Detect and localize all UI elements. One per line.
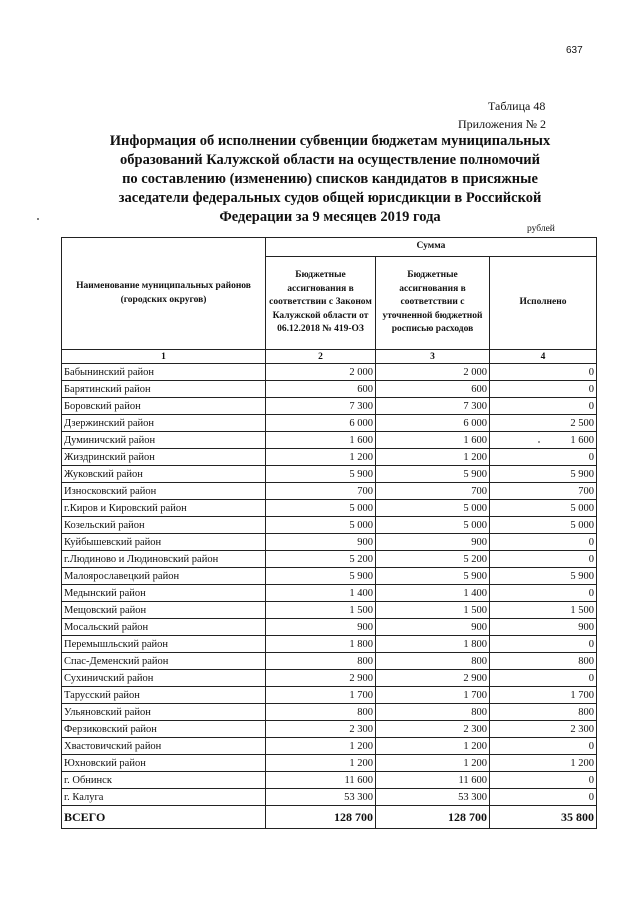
total-refined-allocation: 128 700 <box>376 806 490 829</box>
table-row <box>62 398 597 415</box>
header-name: Наименование муниципальных районов (городских округов) <box>62 238 266 350</box>
law-allocation-value: 1 400 <box>266 585 376 602</box>
district-name: Хвастовичский район <box>62 738 266 755</box>
header-sum: Сумма <box>266 238 597 257</box>
district-name: Сухиничский район <box>62 670 266 687</box>
district-name: г. Обнинск <box>62 772 266 789</box>
page-number: 637 <box>566 45 583 56</box>
district-name: Куйбышевский район <box>62 534 266 551</box>
table-row <box>62 551 597 568</box>
table-label: Таблица 48 <box>488 99 546 113</box>
executed-value: 0 <box>490 534 597 551</box>
executed-value: 5 900 <box>490 466 597 483</box>
refined-allocation-value: 5 000 <box>376 517 490 534</box>
table-row <box>62 517 597 534</box>
law-allocation-value: 6 000 <box>266 415 376 432</box>
executed-value: 0 <box>490 364 597 381</box>
law-allocation-value: 2 300 <box>266 721 376 738</box>
refined-allocation-value: 2 300 <box>376 721 490 738</box>
executed-value: 5 000 <box>490 517 597 534</box>
column-number: 2 <box>266 350 376 364</box>
executed-value: 0 <box>490 449 597 466</box>
refined-allocation-value: 900 <box>376 534 490 551</box>
district-name: Жуковский район <box>62 466 266 483</box>
table-row <box>62 415 597 432</box>
district-name: Боровский район <box>62 398 266 415</box>
district-name: Тарусский район <box>62 687 266 704</box>
law-allocation-value: 5 900 <box>266 466 376 483</box>
subvention-table <box>61 237 597 829</box>
table-row <box>62 364 597 381</box>
table-row <box>62 449 597 466</box>
refined-allocation-value: 1 200 <box>376 738 490 755</box>
district-name: Барятинский район <box>62 381 266 398</box>
refined-allocation-value: 53 300 <box>376 789 490 806</box>
executed-value: 1 700 <box>490 687 597 704</box>
district-name: Износковский район <box>62 483 266 500</box>
table-row <box>62 755 597 772</box>
refined-allocation-value: 7 300 <box>376 398 490 415</box>
title-line: образований Калужской области на осуществление полномочий <box>120 152 540 168</box>
law-allocation-value: 900 <box>266 619 376 636</box>
executed-value: 1 500 <box>490 602 597 619</box>
column-number: 3 <box>376 350 490 364</box>
refined-allocation-value: 5 000 <box>376 500 490 517</box>
total-law-allocation: 128 700 <box>266 806 376 829</box>
district-name: г.Киров и Кировский район <box>62 500 266 517</box>
district-name: Ферзиковский район <box>62 721 266 738</box>
executed-value: 800 <box>490 653 597 670</box>
total-label: ВСЕГО <box>62 806 266 829</box>
district-name: Думиничский район <box>62 432 266 449</box>
table-body <box>62 364 597 806</box>
executed-value: 2 500 <box>490 415 597 432</box>
table-row <box>62 534 597 551</box>
column-number: 4 <box>490 350 597 364</box>
header-refined-allocation: Бюджетные ассигнования в соответствии с уточненной бюджетной росписью расходов <box>376 257 490 350</box>
law-allocation-value: 5 900 <box>266 568 376 585</box>
district-name: Спас-Деменский район <box>62 653 266 670</box>
refined-allocation-value: 2 000 <box>376 364 490 381</box>
executed-value: 800 <box>490 704 597 721</box>
district-name: Медынский район <box>62 585 266 602</box>
table-row <box>62 500 597 517</box>
district-name: Жиздринский район <box>62 449 266 466</box>
law-allocation-value: 2 000 <box>266 364 376 381</box>
district-name: Ульяновский район <box>62 704 266 721</box>
total-executed: 35 800 <box>490 806 597 829</box>
table-row <box>62 602 597 619</box>
table-row <box>62 466 597 483</box>
refined-allocation-value: 1 200 <box>376 449 490 466</box>
law-allocation-value: 600 <box>266 381 376 398</box>
executed-value: 0 <box>490 398 597 415</box>
executed-value: 0 <box>490 636 597 653</box>
district-name: Дзержинский район <box>62 415 266 432</box>
table-row <box>62 704 597 721</box>
refined-allocation-value: 5 900 <box>376 568 490 585</box>
table-row <box>62 687 597 704</box>
table-row <box>62 670 597 687</box>
table-row <box>62 653 597 670</box>
district-name: г. Калуга <box>62 789 266 806</box>
law-allocation-value: 1 200 <box>266 449 376 466</box>
column-number: 1 <box>62 350 266 364</box>
law-allocation-value: 7 300 <box>266 398 376 415</box>
law-allocation-value: 5 000 <box>266 500 376 517</box>
refined-allocation-value: 600 <box>376 381 490 398</box>
law-allocation-value: 5 000 <box>266 517 376 534</box>
district-name: Бабынинский район <box>62 364 266 381</box>
law-allocation-value: 1 600 <box>266 432 376 449</box>
table-row <box>62 721 597 738</box>
law-allocation-value: 900 <box>266 534 376 551</box>
table-row <box>62 772 597 789</box>
executed-value: 700 <box>490 483 597 500</box>
executed-value: 0 <box>490 585 597 602</box>
executed-value: 1 200 <box>490 755 597 772</box>
table-row <box>62 619 597 636</box>
table-row <box>62 585 597 602</box>
refined-allocation-value: 1 700 <box>376 687 490 704</box>
refined-allocation-value: 1 500 <box>376 602 490 619</box>
law-allocation-value: 2 900 <box>266 670 376 687</box>
total-row <box>62 806 597 829</box>
district-name: Малоярославецкий район <box>62 568 266 585</box>
law-allocation-value: 53 300 <box>266 789 376 806</box>
appendix-label: Приложения № 2 <box>458 117 547 131</box>
refined-allocation-value: 1 400 <box>376 585 490 602</box>
law-allocation-value: 1 800 <box>266 636 376 653</box>
law-allocation-value: 1 700 <box>266 687 376 704</box>
table-row <box>62 432 597 449</box>
header-executed: Исполнено <box>490 257 597 350</box>
title-line: по составлению (изменению) списков кандидатов в присяжные <box>122 171 538 187</box>
law-allocation-value: 1 200 <box>266 738 376 755</box>
executed-value: 0 <box>490 789 597 806</box>
law-allocation-value: 1 500 <box>266 602 376 619</box>
document-title <box>100 132 560 227</box>
executed-value: 0 <box>490 670 597 687</box>
table-row <box>62 789 597 806</box>
units-label: рублей <box>527 224 555 234</box>
executed-value: 5 900 <box>490 568 597 585</box>
district-name: г.Людиново и Людиновский район <box>62 551 266 568</box>
district-name: Мещовский район <box>62 602 266 619</box>
scan-speck <box>37 218 39 220</box>
law-allocation-value: 700 <box>266 483 376 500</box>
law-allocation-value: 11 600 <box>266 772 376 789</box>
executed-value: 5 000 <box>490 500 597 517</box>
title-line: заседатели федеральных судов общей юрисдикции в Российской <box>118 190 542 206</box>
table-row <box>62 738 597 755</box>
executed-value: 900 <box>490 619 597 636</box>
refined-allocation-value: 800 <box>376 704 490 721</box>
district-name: Перемышльский район <box>62 636 266 653</box>
executed-value: 0 <box>490 738 597 755</box>
law-allocation-value: 1 200 <box>266 755 376 772</box>
table-row <box>62 636 597 653</box>
title-line: Федерации за 9 месяцев 2019 года <box>219 209 441 225</box>
refined-allocation-value: 800 <box>376 653 490 670</box>
district-name: Мосальский район <box>62 619 266 636</box>
refined-allocation-value: 1 600 <box>376 432 490 449</box>
refined-allocation-value: 5 200 <box>376 551 490 568</box>
district-name: Юхновский район <box>62 755 266 772</box>
refined-allocation-value: 700 <box>376 483 490 500</box>
executed-value: 0 <box>490 551 597 568</box>
refined-allocation-value: 6 000 <box>376 415 490 432</box>
refined-allocation-value: 1 800 <box>376 636 490 653</box>
refined-allocation-value: 2 900 <box>376 670 490 687</box>
law-allocation-value: 800 <box>266 653 376 670</box>
table-row <box>62 381 597 398</box>
law-allocation-value: 5 200 <box>266 551 376 568</box>
refined-allocation-value: 5 900 <box>376 466 490 483</box>
refined-allocation-value: 900 <box>376 619 490 636</box>
executed-value: 1 600 <box>490 432 597 449</box>
executed-value: 0 <box>490 381 597 398</box>
law-allocation-value: 800 <box>266 704 376 721</box>
title-line: Информация об исполнении субвенции бюджетам муниципальных <box>109 133 551 149</box>
table-row <box>62 483 597 500</box>
header-law-allocation: Бюджетные ассигнования в соответствии с Законом Калужской области от 06.12.2018 № 419-ОЗ <box>266 257 376 350</box>
refined-allocation-value: 11 600 <box>376 772 490 789</box>
district-name: Козельский район <box>62 517 266 534</box>
executed-value: 2 300 <box>490 721 597 738</box>
executed-value: 0 <box>490 772 597 789</box>
refined-allocation-value: 1 200 <box>376 755 490 772</box>
table-row <box>62 568 597 585</box>
